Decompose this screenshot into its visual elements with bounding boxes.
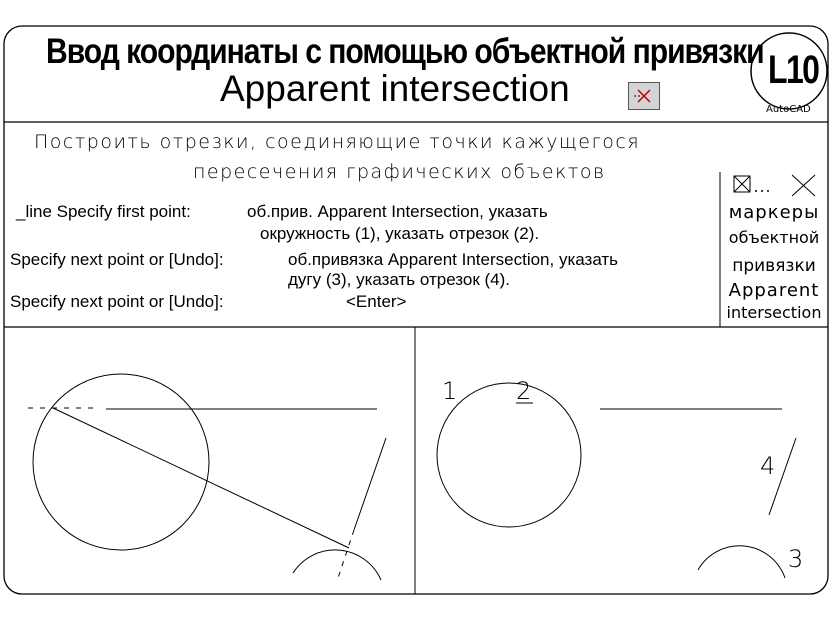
task-line-2: пересечения графических объектов bbox=[193, 161, 606, 183]
apparent-intersection-snap-icon bbox=[629, 83, 659, 109]
command-prompt-2: Specify next point or [Undo]: bbox=[10, 250, 224, 269]
slanted-segment-left bbox=[354, 438, 386, 530]
circle-left bbox=[33, 374, 209, 550]
badge-subtitle: AutoCAD bbox=[766, 104, 811, 115]
command-prompt-1: _line Specify first point: bbox=[16, 202, 191, 221]
legend-line-1: маркеры bbox=[728, 202, 820, 223]
diagram-left bbox=[28, 374, 386, 580]
label-segment-4: 4 bbox=[760, 452, 777, 480]
command-action-1b: окружность (1), указать отрезок (2). bbox=[260, 224, 540, 243]
command-prompt-3: Specify next point or [Undo]: bbox=[10, 292, 224, 311]
label-circle-1: 1 bbox=[442, 377, 459, 405]
lesson-badge: L10 bbox=[768, 48, 819, 92]
legend-line-4: Apparent bbox=[728, 280, 820, 301]
command-action-2b: дугу (3), указать отрезок (4). bbox=[288, 270, 511, 289]
diagram-right bbox=[437, 383, 796, 578]
page-subtitle: Apparent intersection bbox=[220, 68, 570, 109]
legend-line-3: привязки bbox=[732, 256, 816, 276]
marker-symbol-x bbox=[792, 175, 815, 196]
command-action-1a: об.прив. Apparent Intersection, указать bbox=[247, 202, 548, 221]
command-action-3: <Enter> bbox=[346, 292, 407, 311]
marker-symbol-box-x bbox=[734, 176, 769, 192]
arc-left bbox=[293, 550, 381, 580]
apparent-intersection-button[interactable] bbox=[628, 82, 660, 110]
arc-right bbox=[698, 546, 785, 578]
task-line-1: Построить отрезки, соединяющие точки кажущегося bbox=[34, 131, 641, 153]
constructed-segment bbox=[53, 408, 349, 548]
command-action-2a: об.привязка Apparent Intersection, указать bbox=[288, 250, 619, 269]
dashed-extension-slanted bbox=[338, 530, 354, 578]
label-arc-3: 3 bbox=[788, 545, 805, 573]
label-segment-2: 2 bbox=[516, 377, 533, 405]
page-title: Ввод координаты с помощью объектной привязки bbox=[46, 32, 764, 71]
legend-line-5: intersection bbox=[726, 303, 822, 322]
legend-line-2: объектной bbox=[728, 228, 820, 247]
